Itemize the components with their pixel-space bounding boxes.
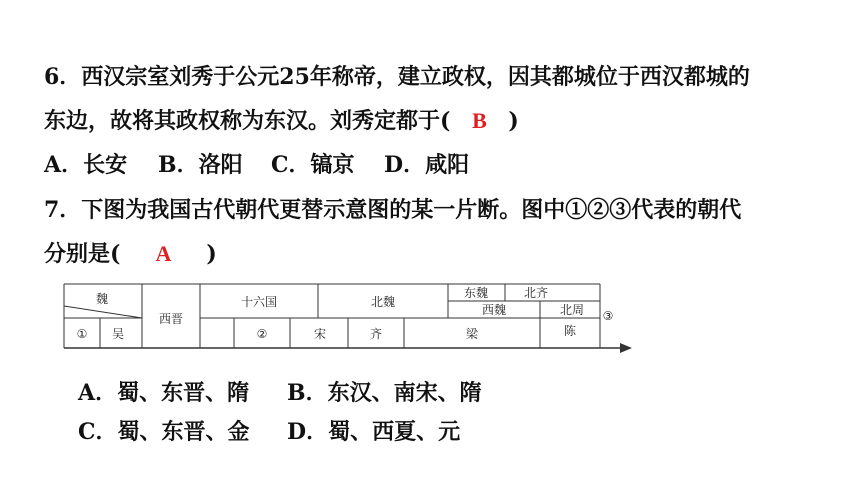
label-chen: 陈 [563, 324, 577, 338]
q6-option-d: D．咸阳 [384, 152, 470, 178]
q6-option-a: A．长安 [44, 152, 128, 178]
label-wu: 吴 [111, 327, 125, 341]
q6-answer: B [472, 108, 487, 133]
q6-line1: 6．西汉宗室刘秀于公元25年称帝，建立政权，因其都城位于西汉都城的 [44, 64, 750, 90]
q7-option-a: A．蜀、东晋、隋 [78, 380, 250, 406]
label-western-wei: 西魏 [481, 303, 507, 317]
label-northern-zhou: 北周 [559, 303, 585, 317]
q7-option-c: C．蜀、东晋、金 [78, 419, 250, 445]
label-eastern-wei: 东魏 [463, 286, 489, 300]
q7-line1: 7．下图为我国古代朝代更替示意图的某一片断。图中①②③代表的朝代 [44, 197, 742, 223]
label-northern-qi: 北齐 [523, 286, 549, 300]
label-western-jin: 西晋 [158, 312, 184, 326]
label-liang: 梁 [465, 327, 479, 341]
label-three: ③ [602, 309, 614, 323]
q6-line2-text: 东边，故将其政权称为东汉。刘秀定都于( [44, 108, 451, 134]
q7-answer: A [155, 241, 172, 266]
q6-option-b: B．洛阳 [158, 152, 243, 178]
label-sixteen-kingdoms: 十六国 [240, 295, 278, 309]
q7-close-paren: ) [206, 241, 217, 267]
label-one: ① [76, 327, 88, 341]
label-song: 宋 [313, 327, 327, 341]
label-two: ② [256, 327, 268, 341]
q7-option-b: B．东汉、南宋、隋 [287, 380, 482, 406]
label-qi: 齐 [369, 327, 383, 341]
q7-option-d: D．蜀、西夏、元 [287, 419, 461, 445]
q6-option-c: C．镐京 [271, 152, 355, 178]
q6-close-paren: ) [508, 108, 519, 134]
label-wei: 魏 [95, 292, 109, 306]
label-northern-wei: 北魏 [370, 295, 396, 309]
q7-line2-text: 分别是( [44, 241, 121, 267]
